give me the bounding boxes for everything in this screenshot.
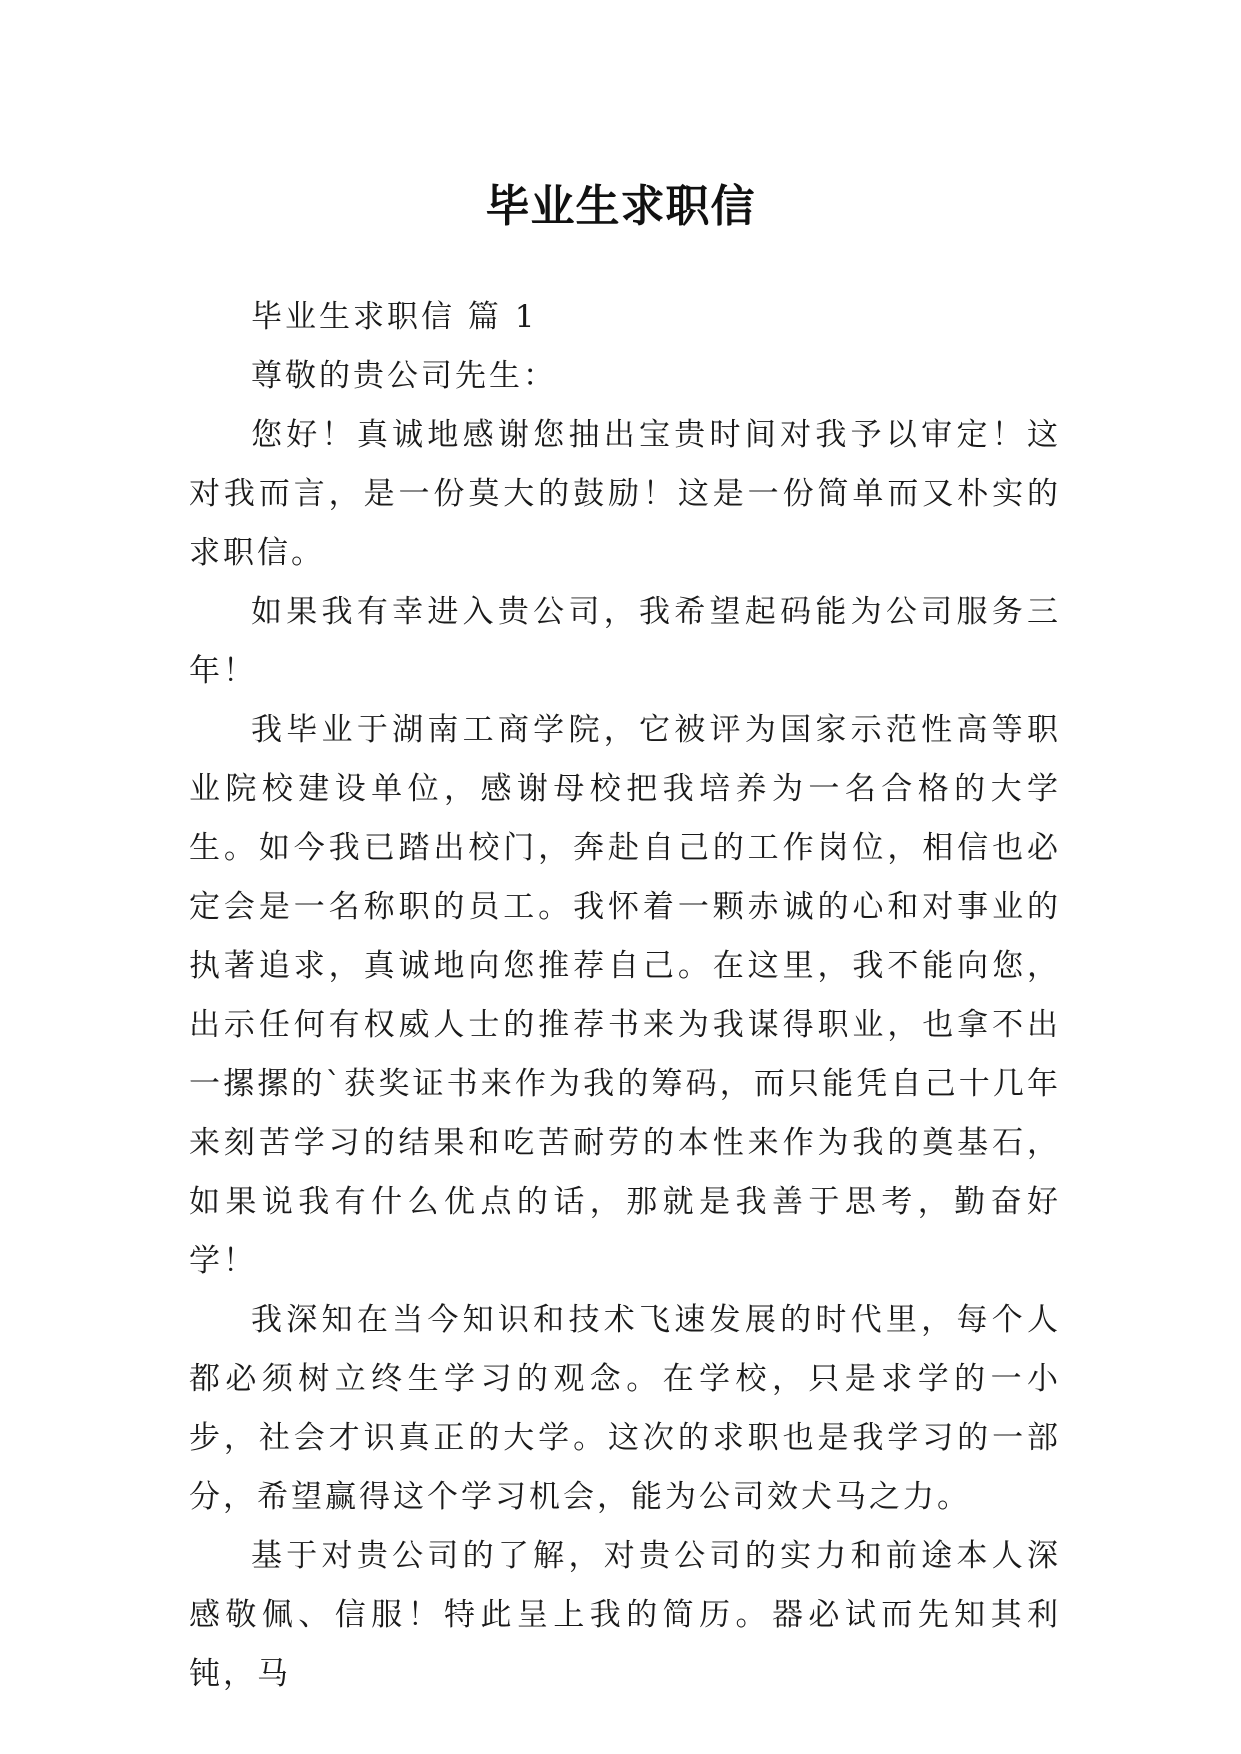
body-paragraph: 我毕业于湖南工商学院，它被评为国家示范性高等职业院校建设单位，感谢母校把我培养为一名合格的大学生。如今我已踏出校门，奔赴自己的工作岗位，相信也必定会是一名称职的员工。我怀着一颗赤诚的心和对事业的执著追求，真诚地向您推荐自己。在这里，我不能向您，出示任何有权威人士的推荐书来为我谋得职业，也拿不出一摞摞的`获奖证书来作为我的筹码，而只能凭自己十几年来刻苦学习的结果和吃苦耐劳的本性来作为我的奠基石，如果说我有什么优点的话，那就是我善于思考，勤奋好学！ <box>189 712 1061 1279</box>
document-title: 毕业生求职信 <box>485 181 756 233</box>
body-paragraph: 您好！真诚地感谢您抽出宝贵时间对我予以审定！这对我而言，是一份莫大的鼓励！这是一份简单而又朴实的求职信。 <box>189 417 1061 571</box>
document-body <box>189 288 1061 1704</box>
body-paragraph: 我深知在当今知识和技术飞速发展的时代里，每个人都必须树立终生学习的观念。在学校，只是求学的一小步，社会才识真正的大学。这次的求职也是我学习的一部分，希望赢得这个学习机会，能为公司效犬马之力。 <box>189 1302 1061 1515</box>
salutation: 尊敬的贵公司先生： <box>251 358 557 394</box>
body-paragraph: 如果我有幸进入贵公司，我希望起码能为公司服务三年！ <box>189 594 1061 689</box>
section-heading: 毕业生求职信 篇 1 <box>251 299 538 335</box>
body-paragraph: 基于对贵公司的了解，对贵公司的实力和前途本人深感敬佩、信服！特此呈上我的简历。器必试而先知其利钝，马 <box>189 1538 1061 1692</box>
